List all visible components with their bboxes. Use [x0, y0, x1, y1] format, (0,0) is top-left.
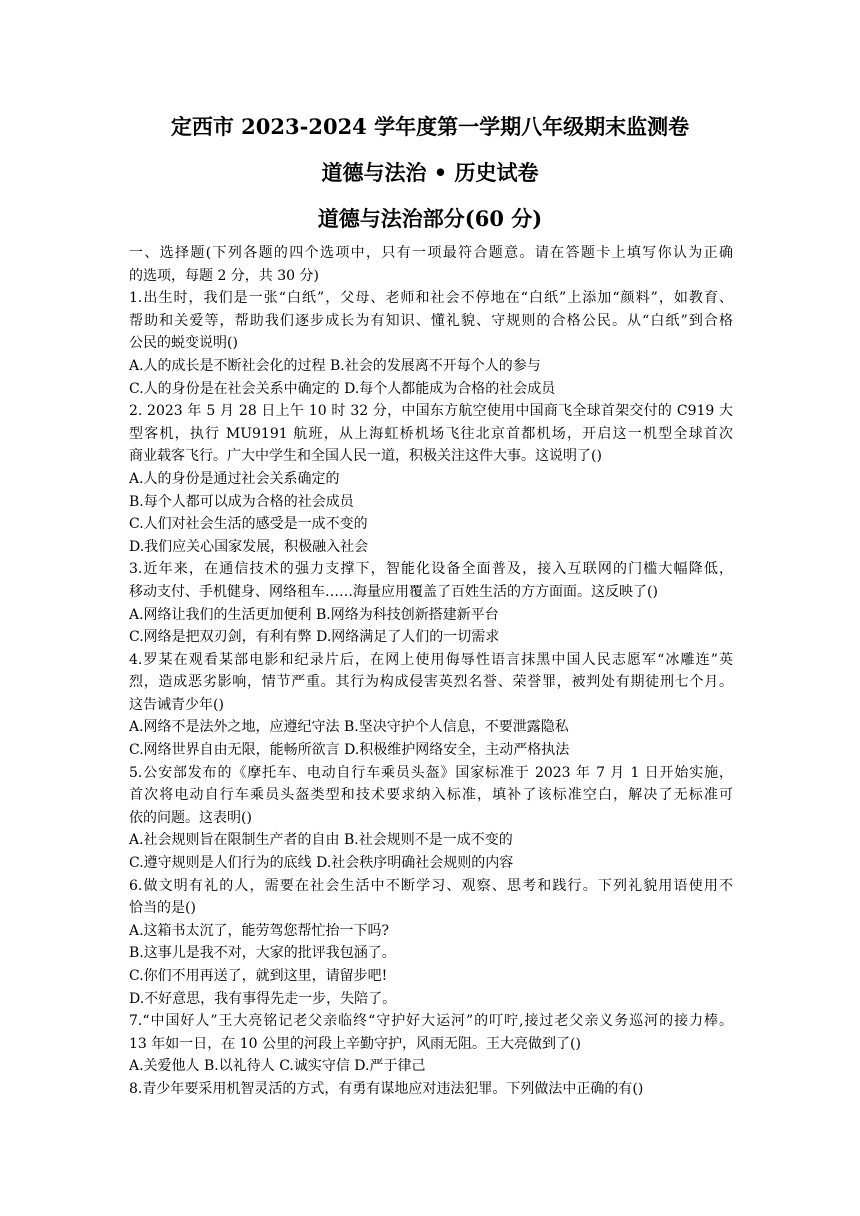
text-line: 5.公安部发布的《摩托车、电动自行车乘员头盔》国家标准于 2023 年 7 月 1 日开始实施， — [129, 764, 733, 781]
text-line: 烈，造成恶劣影响，情节严重。其行为构成侵害英烈名誉、荣誉罪，被判处有期徒刑七个月。 — [129, 674, 733, 691]
text-line: 的选项，每题 2 分，共 30 分) — [129, 267, 319, 284]
text-line: 首次将电动自行车乘员头盔类型和技术要求纳入标准，填补了该标准空白，解决了无标准可 — [129, 787, 733, 804]
section-title: 道德与法治部分(60 分) — [317, 206, 543, 231]
text-line: 恰当的是() — [129, 900, 196, 917]
question-body — [129, 242, 733, 1101]
text-line: D.我们应关心国家发展，积极融入社会 — [129, 538, 369, 555]
text-line: C.人的身份是在社会关系中确定的 D.每个人都能成为合格的社会成员 — [129, 380, 556, 397]
text-line: 帮助和关爱等，帮助我们逐步成长为有知识、懂礼貌、守规则的合格公民。从“白纸”到合格 — [129, 312, 733, 329]
text-line: C.网络是把双刃剑，有利有弊 D.网络满足了人们的一切需求 — [129, 629, 500, 646]
text-line: D.不好意思，我有事得先走一步，失陪了。 — [129, 990, 397, 1007]
text-line: 4.罗某在观看某部电影和纪录片后，在网上使用侮辱性语言抹黑中国人民志愿军“冰雕连”英 — [129, 651, 733, 668]
text-line: 公民的蜕变说明() — [129, 335, 238, 352]
text-line: C.网络世界自由无限，能畅所欲言 D.积极维护网络安全，主动严格执法 — [129, 742, 570, 759]
text-line: 型客机，执行 MU9191 航班，从上海虹桥机场飞往北京首都机场，开启这一机型全球首次 — [129, 425, 733, 442]
text-line: A.社会规则旨在限制生产者的自由 B.社会规则不是一成不变的 — [129, 832, 513, 849]
text-line: A.这箱书太沉了，能劳驾您帮忙抬一下吗? — [129, 922, 390, 939]
text-line: 依的问题。这表明() — [129, 809, 252, 826]
text-line: 13 年如一日，在 10 公里的河段上辛勤守护，风雨无阻。王大亮做到了() — [129, 1035, 581, 1052]
exam-subtitle: 道德与法治 • 历史试卷 — [321, 160, 539, 185]
text-line: C.你们不用再送了，就到这里，请留步吧! — [129, 968, 388, 984]
text-line: C.人们对社会生活的感受是一成不变的 — [129, 516, 368, 533]
text-line: A.关爱他人 B.以礼待人 C.诚实守信 D.严于律己 — [129, 1058, 426, 1075]
text-line: B.每个人都可以成为合格的社会成员 — [129, 493, 354, 510]
exam-title: 定西市 2023-2024 学年度第一学期八年级期末监测卷 — [170, 114, 690, 139]
text-line: 这告诫青少年() — [129, 696, 224, 713]
text-line: A.网络让我们的生活更加便利 B.网络为科技创新搭建新平台 — [129, 606, 499, 623]
text-line: C.遵守规则是人们行为的底线 D.社会秩序明确社会规则的内容 — [129, 855, 514, 872]
text-line: 3.近年来，在通信技术的强力支撑下，智能化设备全面普及，接入互联网的门槛大幅降低， — [129, 561, 733, 578]
text-line: 一、选择题(下列各题的四个选项中，只有一项最符合题意。请在答题卡上填写你认为正确 — [129, 245, 733, 261]
text-line: 移动支付、手机健身、网络租车……海量应用覆盖了百姓生活的方方面面。这反映了() — [129, 583, 658, 600]
text-line: 1.出生时，我们是一张“白纸”，父母、老师和社会不停地在“白纸”上添加“颜料”，如教育、 — [129, 290, 733, 307]
text-line: A.人的成长是不断社会化的过程 B.社会的发展离不开每个人的参与 — [129, 357, 541, 374]
text-line: 2. 2023 年 5 月 28 日上午 10 时 32 分，中国东方航空使用中国商飞全球首架交付的 C919 大 — [129, 403, 733, 420]
text-line: 6.做文明有礼的人，需要在社会生活中不断学习、观察、思考和践行。下列礼貌用语使用不 — [129, 877, 733, 894]
text-line: 8.青少年要采用机智灵活的方式，有勇有谋地应对违法犯罪。下列做法中正确的有() — [129, 1080, 644, 1097]
text-line: 7.“中国好人”王大亮铭记老父亲临终“守护好大运河”的叮咛,接过老父亲义务巡河的接力棒。 — [129, 1013, 733, 1030]
text-line: 商业载客飞行。广大中学生和全国人民一道，积极关注这件大事。这说明了() — [129, 448, 602, 465]
text-line: A.网络不是法外之地，应遵纪守法 B.坚决守护个人信息，不要泄露隐私 — [129, 719, 569, 736]
text-line: A.人的身份是通过社会关系确定的 — [129, 470, 340, 487]
text-line: B.这事儿是我不对，大家的批评我包涵了。 — [129, 945, 396, 962]
